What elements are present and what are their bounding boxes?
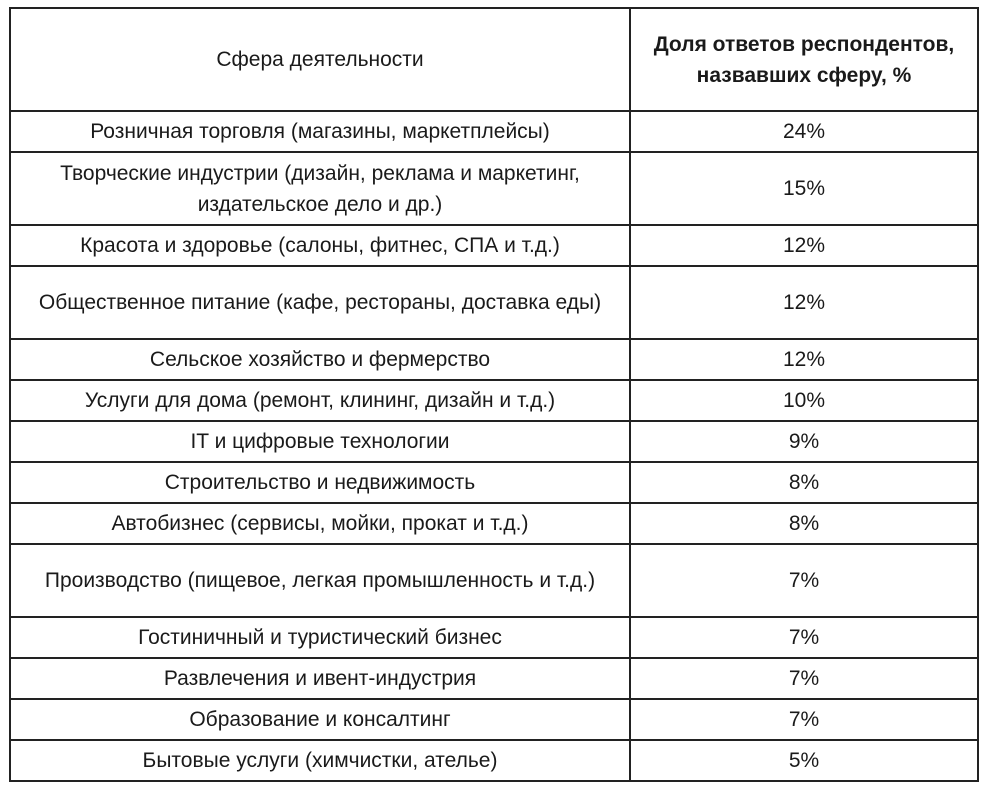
sector-cell: Творческие индустрии (дизайн, реклама и маркетинг, издательское дело и др.) — [10, 152, 630, 225]
share-cell: 24% — [630, 111, 978, 152]
sector-cell: Образование и консалтинг — [10, 699, 630, 740]
survey-table — [9, 7, 979, 782]
share-cell: 5% — [630, 740, 978, 781]
sector-cell: IT и цифровые технологии — [10, 421, 630, 462]
column-header-sector: Сфера деятельности — [10, 8, 630, 111]
sector-cell: Строительство и недвижимость — [10, 462, 630, 503]
sector-cell: Услуги для дома (ремонт, клининг, дизайн и т.д.) — [10, 380, 630, 421]
sector-cell: Красота и здоровье (салоны, фитнес, СПА и т.д.) — [10, 225, 630, 266]
share-cell: 7% — [630, 658, 978, 699]
table-row — [10, 152, 978, 225]
sector-cell: Автобизнес (сервисы, мойки, прокат и т.д.) — [10, 503, 630, 544]
share-cell: 7% — [630, 699, 978, 740]
sector-cell: Гостиничный и туристический бизнес — [10, 617, 630, 658]
share-cell: 8% — [630, 503, 978, 544]
share-cell: 9% — [630, 421, 978, 462]
sector-cell: Сельское хозяйство и фермерство — [10, 339, 630, 380]
share-cell: 15% — [630, 152, 978, 225]
table-row — [10, 339, 978, 380]
table-row — [10, 740, 978, 781]
share-cell: 8% — [630, 462, 978, 503]
sector-cell: Бытовые услуги (химчистки, ателье) — [10, 740, 630, 781]
table-row — [10, 111, 978, 152]
table-row — [10, 462, 978, 503]
table-row — [10, 699, 978, 740]
table-row — [10, 380, 978, 421]
share-cell: 7% — [630, 544, 978, 617]
table-row — [10, 421, 978, 462]
table-row — [10, 266, 978, 339]
table-header-row — [10, 8, 978, 111]
table-row — [10, 658, 978, 699]
share-cell: 10% — [630, 380, 978, 421]
sector-cell: Производство (пищевое, легкая промышленность и т.д.) — [10, 544, 630, 617]
sector-cell: Развлечения и ивент-индустрия — [10, 658, 630, 699]
share-cell: 12% — [630, 266, 978, 339]
table-row — [10, 544, 978, 617]
table-row — [10, 225, 978, 266]
share-cell: 12% — [630, 339, 978, 380]
table-row — [10, 503, 978, 544]
share-cell: 12% — [630, 225, 978, 266]
share-cell: 7% — [630, 617, 978, 658]
column-header-share: Доля ответов респондентов, назвавших сферу, % — [630, 8, 978, 111]
sector-cell: Общественное питание (кафе, рестораны, доставка еды) — [10, 266, 630, 339]
table-row — [10, 617, 978, 658]
sector-cell: Розничная торговля (магазины, маркетплейсы) — [10, 111, 630, 152]
